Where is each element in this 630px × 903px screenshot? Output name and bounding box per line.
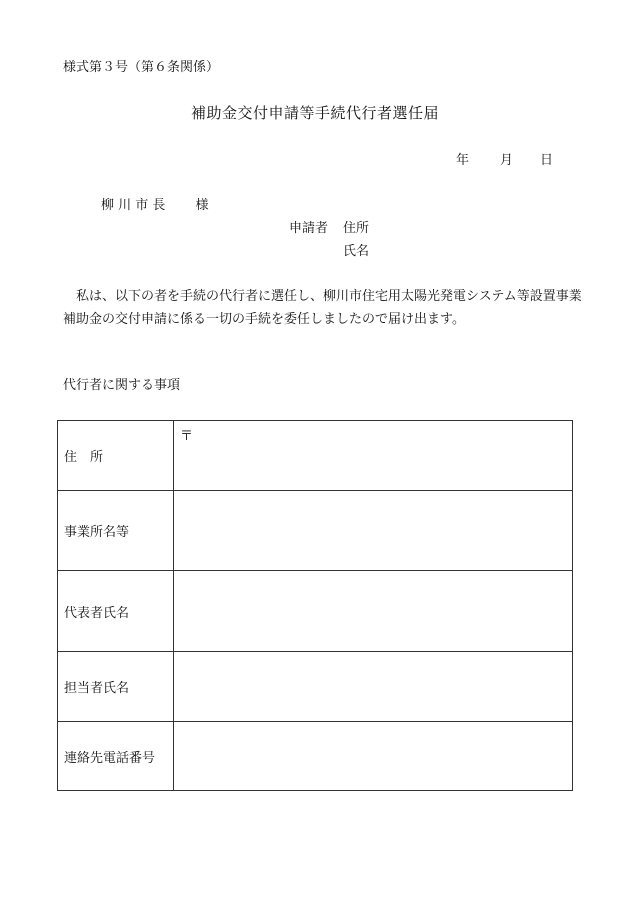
table-row-phone [58, 722, 573, 791]
applicant-name-label: 氏名 [343, 244, 370, 259]
document-title: 補助金交付申請等手続代行者選任届 [190, 104, 439, 122]
form-number: 様式第３号（第６条関係） [63, 60, 220, 75]
row-label-contact-person: 担当者氏名 [58, 652, 174, 722]
table-row-representative [58, 571, 573, 652]
table-row-address [58, 421, 573, 491]
date-year-label: 年 [456, 153, 470, 168]
postal-mark: 〒 [180, 429, 194, 444]
contact-person-name-field[interactable] [174, 652, 573, 722]
section-heading: 代行者に関する事項 [63, 378, 181, 393]
body-paragraph: 私は、以下の者を手続の代行者に選任し、柳川市住宅用太陽光発電システム等設置事業補助金の交付申請に係る一切の手続を委任しましたので届け出ます。 [63, 289, 582, 327]
date-month-label: 月 [500, 153, 514, 168]
applicant-label: 申請者 [289, 221, 329, 236]
row-label-address: 住 所 [58, 421, 174, 491]
applicant-address-label: 住所 [343, 221, 370, 236]
representative-name-field[interactable] [174, 571, 573, 652]
addressee-honorific: 様 [195, 198, 209, 213]
addressee [101, 194, 209, 213]
row-label-phone: 連絡先電話番号 [58, 722, 174, 791]
row-label-office-name: 事業所名等 [58, 491, 174, 571]
agent-info-table [57, 420, 573, 791]
phone-number-field[interactable] [174, 722, 573, 791]
office-name-field[interactable] [174, 491, 573, 571]
address-field[interactable] [174, 421, 573, 491]
table-row-office-name [58, 491, 573, 571]
table-row-contact-person [58, 652, 573, 722]
body-text [63, 285, 583, 331]
row-label-representative: 代表者氏名 [58, 571, 174, 652]
date-day-label: 日 [540, 153, 554, 168]
addressee-name: 柳 川 市 長 [101, 198, 166, 213]
